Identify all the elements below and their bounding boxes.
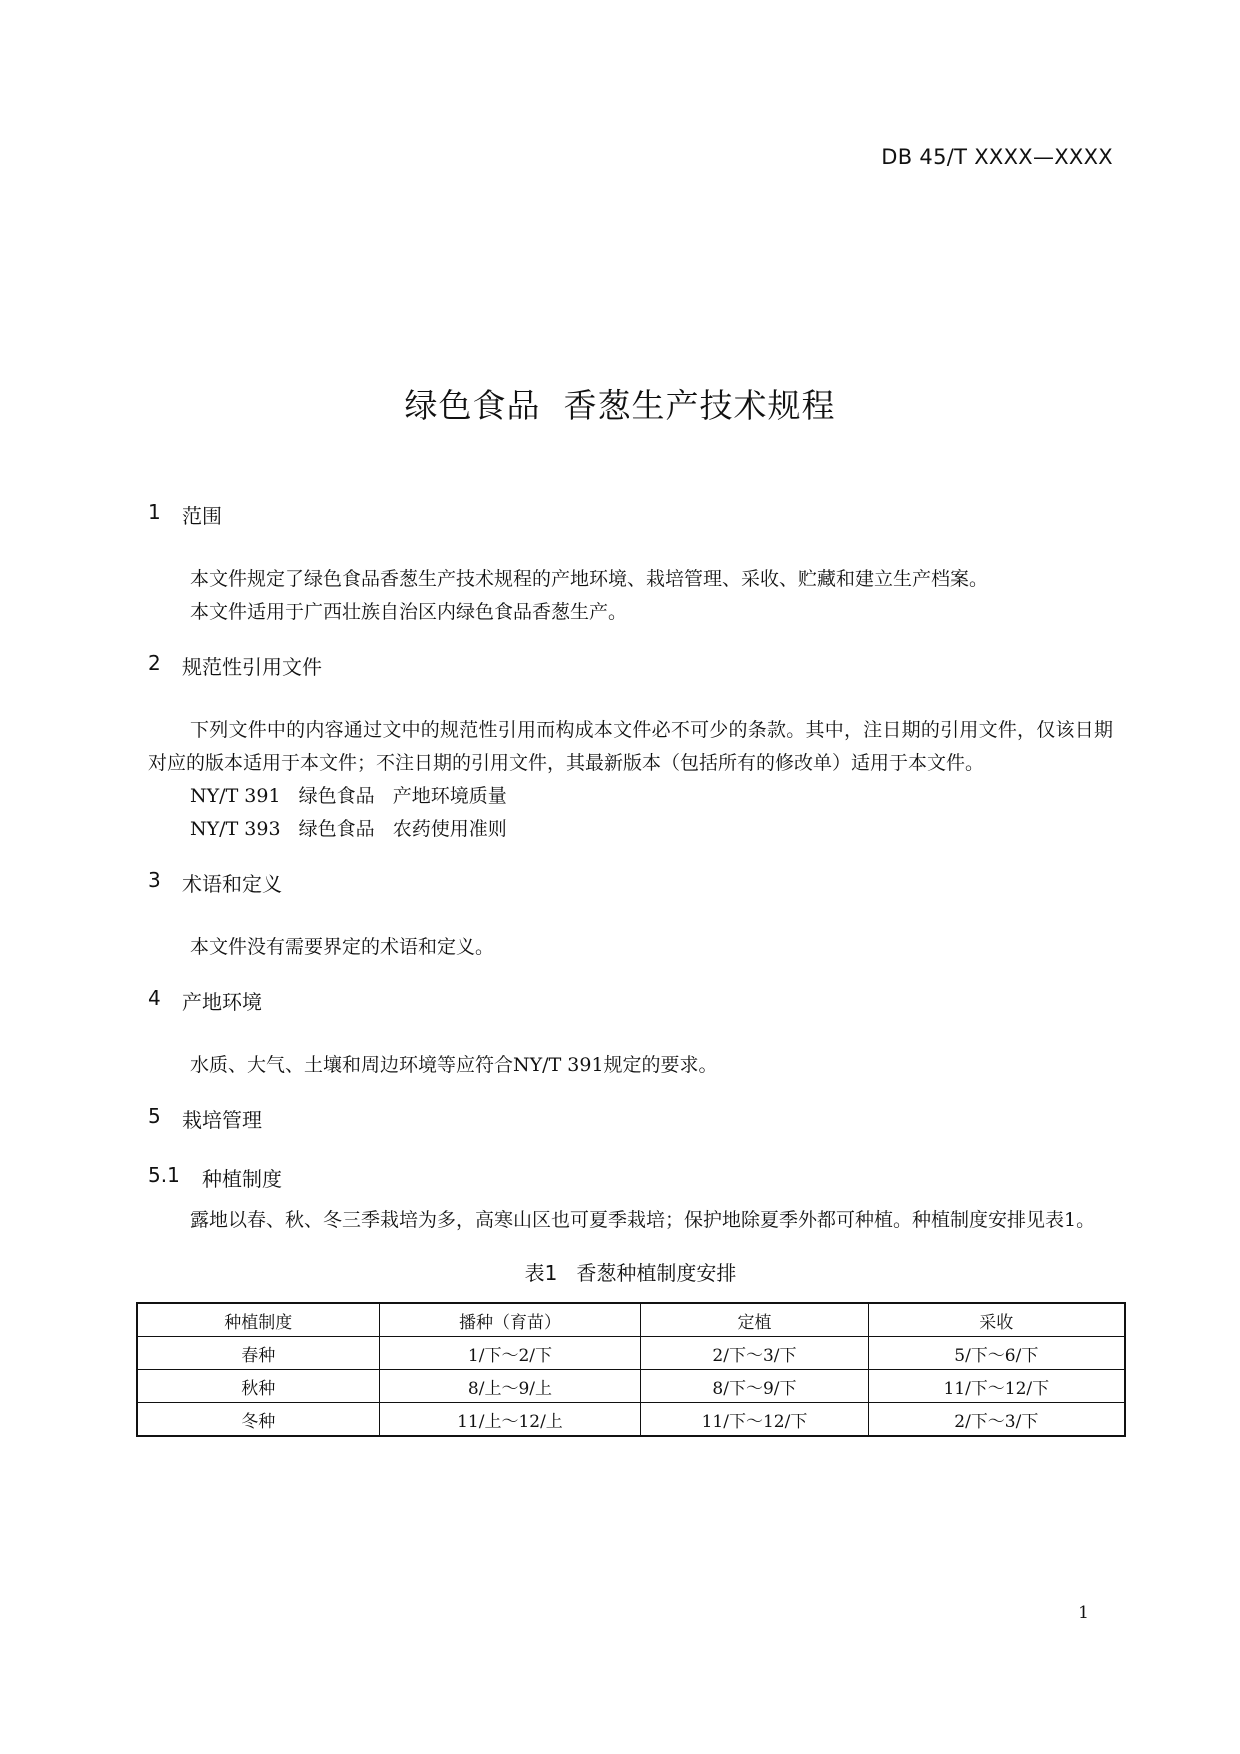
table-cell: 2/下～3/下 [641,1337,868,1370]
section-title: 规范性引用文件 [182,655,322,679]
table-header-row [137,1303,1125,1337]
reference-item: NY/T 393 绿色食品 农药使用准则 [190,818,507,840]
section-5-1-heading [148,1163,1113,1192]
section-number: 3 [148,868,161,892]
standard-code: DB 45/T XXXX—XXXX [881,145,1113,169]
section-number: 5 [148,1104,161,1128]
table-cell: 春种 [137,1337,379,1370]
table-cell: 2/下～3/下 [868,1403,1125,1437]
section-title: 范围 [182,504,222,528]
table-row [137,1403,1125,1437]
table-cell: 11/上～12/上 [379,1403,641,1437]
table-cell: 5/下～6/下 [868,1337,1125,1370]
document-title: 绿色食品 香葱生产技术规程 [404,386,836,425]
page-number: 1 [1078,1603,1089,1623]
document-body [148,500,1113,1437]
table-cell: 8/上～9/上 [379,1370,641,1403]
header-cell: 定植 [641,1303,868,1337]
table-row [137,1370,1125,1403]
references-paragraph: 下列文件中的内容通过文中的规范性引用而构成本文件必不可少的条款。其中，注日期的引用文件，仅该日期对应的版本适用于本文件；不注日期的引用文件，其最新版本（包括所有的修改单）适用于本文件。 [148,719,1113,774]
environment-paragraph: 水质、大气、土壤和周边环境等应符合NY/T 391规定的要求。 [190,1054,718,1076]
section-number: 1 [148,500,161,524]
section-number: 2 [148,651,161,675]
table-cell: 秋种 [137,1370,379,1403]
reference-item: NY/T 391 绿色食品 产地环境质量 [190,785,507,807]
section-5-heading [148,1104,1113,1133]
section-title: 种植制度 [202,1167,282,1191]
section-1-heading [148,500,1113,529]
section-number: 4 [148,986,161,1010]
section-3-heading [148,868,1113,897]
table-caption: 表1 香葱种植制度安排 [524,1261,737,1285]
section-title: 术语和定义 [182,872,282,896]
section-number: 5.1 [148,1163,180,1187]
table-cell: 1/下～2/下 [379,1337,641,1370]
header-cell: 种植制度 [137,1303,379,1337]
scope-paragraph-1: 本文件规定了绿色食品香葱生产技术规程的产地环境、栽培管理、采收、贮藏和建立生产档案。 [190,568,989,590]
terms-paragraph: 本文件没有需要界定的术语和定义。 [190,936,495,958]
scope-paragraph-2: 本文件适用于广西壮族自治区内绿色食品香葱生产。 [190,601,628,623]
section-2-heading [148,651,1113,680]
header-cell: 播种（育苗） [379,1303,641,1337]
section-title: 栽培管理 [182,1108,262,1132]
section-4-heading [148,986,1113,1015]
table-cell: 11/下～12/下 [868,1370,1125,1403]
planting-system-paragraph: 露地以春、秋、冬三季栽培为多，高寒山区也可夏季栽培；保护地除夏季外都可种植。种植制度安排见表1。 [190,1209,1096,1231]
header-cell: 采收 [868,1303,1125,1337]
planting-schedule-table [136,1302,1126,1437]
section-title: 产地环境 [182,990,262,1014]
table-row [137,1337,1125,1370]
table-cell: 8/下～9/下 [641,1370,868,1403]
table-cell: 11/下～12/下 [641,1403,868,1437]
table-cell: 冬种 [137,1403,379,1437]
